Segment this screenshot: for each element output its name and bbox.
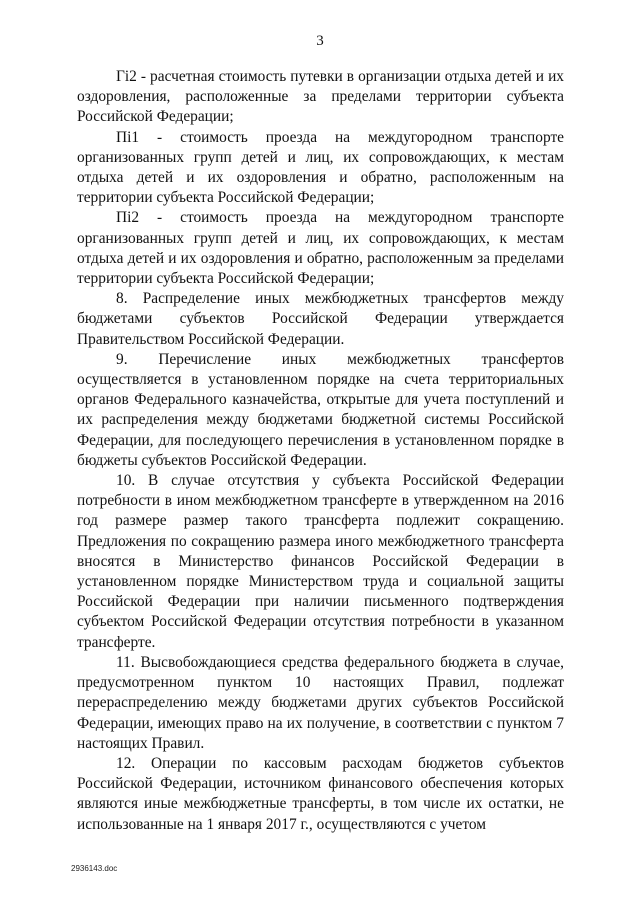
paragraph-item-12: 12. Операции по кассовым расходам бюджетов субъектов Российской Федерации, источником финансового обеспечения которых являются иные межбюджетные трансферты, в том числе их остатки, не использованные на 1 января 2017 г., осуществляются с учетом xyxy=(77,754,564,833)
paragraph-pi1-definition: Пi1 - стоимость проезда на междугородном транспорте организованных групп детей и лиц, их сопровождающих, к местам отдыха детей и их оздоровления и обратно, расположенным на территории субъекта Российской Федерации; xyxy=(77,128,564,207)
page-number: 3 xyxy=(316,33,324,49)
paragraph-gi2-definition: Гi2 - расчетная стоимость путевки в организации отдыха детей и их оздоровления, расположенные за пределами территории субъекта Российской Федерации; xyxy=(77,68,564,126)
paragraph-item-10: 10. В случае отсутствия у субъекта Российской Федерации потребности в ином межбюджетном трансферте в утвержденном на 2016 год размере размер такого трансферта подлежит сокращению. Предложения по сокращению размера иного межбюджетного трансферта вносятся в Министерство финансов Российской Федерации в установленном порядке Министерством труда и социальной защиты Российской Федерации при наличии письменного подтверждения субъектом Российской Федерации отсутствия потребности в указанном трансферте. xyxy=(77,472,564,651)
footer-filename: 2936143.doc xyxy=(71,864,118,873)
paragraph-item-9: 9. Перечисление иных межбюджетных трансфертов осуществляется в установленном порядке на счета территориальных органов Федерального казначейства, открытые для учета поступлений и их распределения между бюджетами бюджетной системы Российской Федерации, для последующего перечисления в установленном порядке в бюджеты субъектов Российской Федерации. xyxy=(77,350,564,469)
document-body xyxy=(77,67,564,835)
paragraph-pi2-definition: Пi2 - стоимость проезда на междугородном транспорте организованных групп детей и лиц, их сопровождающих, к местам отдыха детей и их оздоровления и обратно, расположенным за пределами территории субъекта Российской Федерации; xyxy=(77,209,564,288)
paragraph-item-11: 11. Высвобождающиеся средства федерального бюджета в случае, предусмотренном пунктом 10 настоящих Правил, подлежат перераспределению между бюджетами других субъектов Российской Федерации, имеющих право на их получение, в соответствии с пунктом 7 настоящих Правил. xyxy=(77,653,564,752)
paragraph-item-8: 8. Распределение иных межбюджетных трансфертов между бюджетами субъектов Российской Федерации утверждается Правительством Российской Федерации. xyxy=(77,290,564,348)
